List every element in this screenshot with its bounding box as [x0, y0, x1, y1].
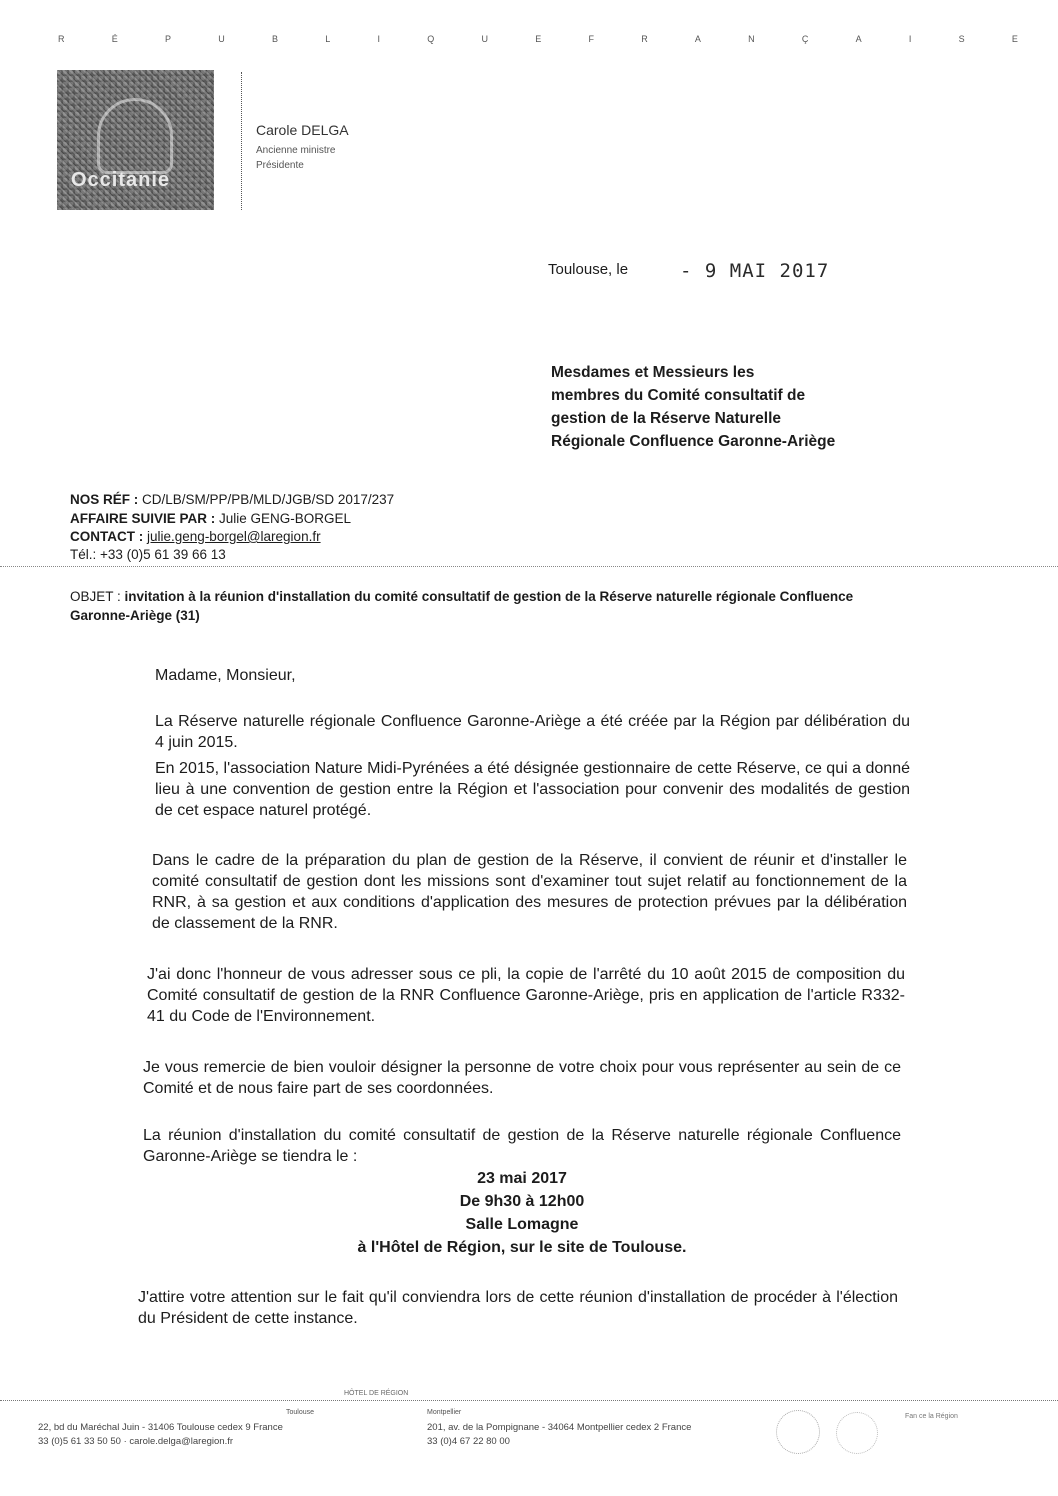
footer-rule	[0, 1400, 1058, 1401]
banner-letter: B	[271, 34, 278, 44]
banner-letter: E	[1011, 34, 1018, 44]
logo-text: Occitanie	[71, 169, 171, 191]
banner-letter: A	[855, 34, 862, 44]
body-paragraph: J'ai donc l'honneur de vous adresser sous ce pli, la copie de l'arrêté du 10 août 2015 de composition du Comité consultatif de gestion de la RNR Confluence Garonne-Ariège, pris en application de l'article R332-41 du Code de l'Environnement.	[147, 966, 905, 1025]
objet-line	[70, 587, 915, 625]
president-title: Présidente	[256, 160, 304, 171]
separator-rule	[0, 566, 1058, 567]
republique-francaise-banner	[58, 34, 1018, 44]
body-paragraph: En 2015, l'association Nature Midi-Pyrénées a été désignée gestionnaire de cette Réserve, ce qui a donné lieu à une convention de gestion entre la Région et l'association pour convenir des modalités de gestion de cet espace naturel protégé.	[155, 760, 910, 819]
banner-letter: S	[958, 34, 965, 44]
body-paragraph: J'attire votre attention sur le fait qu'il conviendra lors de cette réunion d'installation de procéder à l'élection du Président de cette instance.	[138, 1289, 898, 1327]
president-title-former: Ancienne ministre	[256, 145, 336, 156]
banner-letter: I	[377, 34, 380, 44]
meeting-room: Salle Lomagne	[465, 1216, 579, 1233]
ref-nos-value: CD/LB/SM/PP/PB/MLD/JGB/SD 2017/237	[142, 492, 395, 507]
banner-letter: Q	[427, 34, 435, 44]
meeting-time: De 9h30 à 12h00	[459, 1193, 585, 1210]
footer-montpellier-label: Montpellier	[427, 1409, 462, 1416]
recipients-line: membres du Comité consultatif de	[551, 387, 806, 404]
banner-letter: N	[748, 34, 755, 44]
footer-hotel-label: HÔTEL DE RÉGION	[340, 1390, 412, 1397]
body-paragraph: Dans le cadre de la préparation du plan de gestion de la Réserve, il convient de réunir et d'installer le comité consultatif de gestion dont les missions sont d'examiner tout sujet relatif au fonctionnement de la RNR, à sa gestion et aux conditions d'application des mesures de protection prévues par la délibération de classement de la RNR.	[152, 852, 907, 932]
footer-montpellier-address: 201, av. de la Pompignane - 34064 Montpellier cedex 2 France	[427, 1422, 692, 1433]
ref-affaire	[70, 511, 351, 526]
ref-contact	[70, 529, 321, 544]
ref-contact-label: CONTACT :	[70, 529, 144, 544]
contact-email-link[interactable]: julie.geng-borgel@laregion.fr	[147, 529, 321, 544]
banner-letter: É	[111, 34, 118, 44]
date-stamp: - 9 MAI 2017	[680, 260, 830, 282]
recipients-line: gestion de la Réserve Naturelle	[551, 410, 782, 427]
banner-letter: R	[641, 34, 648, 44]
ref-nos-label: NOS RÉF :	[70, 492, 139, 507]
banner-letter: U	[218, 34, 225, 44]
occitanie-logo	[57, 70, 214, 210]
footer-toulouse-address: 22, bd du Maréchal Juin - 31406 Toulouse cedex 9 France	[38, 1422, 283, 1433]
president-name: Carole DELGA	[256, 122, 349, 138]
ref-nos	[70, 492, 394, 507]
banner-letter: I	[908, 34, 912, 44]
banner-letter: U	[481, 34, 488, 44]
footer-montpellier-phone: 33 (0)4 67 22 80 00	[427, 1436, 510, 1447]
banner-letter: E	[535, 34, 542, 44]
body-paragraph: La Réserve naturelle régionale Confluence Garonne-Ariège a été créée par la Région par délibération du 4 juin 2015.	[155, 713, 910, 751]
date-place: Toulouse, le	[548, 261, 629, 278]
certification-seal-icon	[776, 1410, 820, 1454]
recipients-line: Mesdames et Messieurs les	[551, 364, 755, 381]
banner-letter: A	[694, 34, 701, 44]
body-paragraph: La réunion d'installation du comité consultatif de gestion de la Réserve naturelle régionale Confluence Garonne-Ariège se tiendra le :	[143, 1127, 901, 1165]
footer-right-note: Fan ce la Région	[905, 1413, 958, 1420]
recipients-line: Régionale Confluence Garonne-Ariège	[551, 433, 836, 450]
ref-affaire-label: AFFAIRE SUIVIE PAR :	[70, 511, 216, 526]
ref-tel: Tél.: +33 (0)5 61 39 66 13	[70, 547, 226, 562]
certification-seal-icon	[836, 1412, 878, 1454]
objet-label: OBJET :	[70, 589, 121, 604]
objet-text: invitation à la réunion d'installation du comité consultatif de gestion de la Réserve naturelle régionale Confluence Garonne-Ariège (31)	[70, 589, 854, 623]
footer-toulouse-label: Toulouse	[286, 1409, 315, 1416]
banner-letter: P	[164, 34, 171, 44]
footer-toulouse-contact: 33 (0)5 61 33 50 50 · carole.delga@laregion.fr	[38, 1436, 234, 1447]
ref-affaire-value: Julie GENG-BORGEL	[219, 511, 352, 526]
salutation: Madame, Monsieur,	[155, 667, 296, 684]
meeting-date: 23 mai 2017	[477, 1170, 567, 1187]
banner-letter: Ç	[801, 34, 809, 44]
logo-emblem-icon	[97, 98, 173, 174]
banner-letter: F	[588, 34, 594, 44]
body-paragraph: Je vous remercie de bien vouloir désigner la personne de votre choix pour vous représenter au sein de ce Comité et de nous faire part de ses coordonnées.	[143, 1059, 901, 1097]
header-divider	[241, 72, 242, 210]
banner-letter: R	[58, 34, 65, 44]
banner-letter: L	[325, 34, 331, 44]
meeting-place: à l'Hôtel de Région, sur le site de Toulouse.	[357, 1239, 687, 1256]
recipients-block	[551, 361, 931, 453]
